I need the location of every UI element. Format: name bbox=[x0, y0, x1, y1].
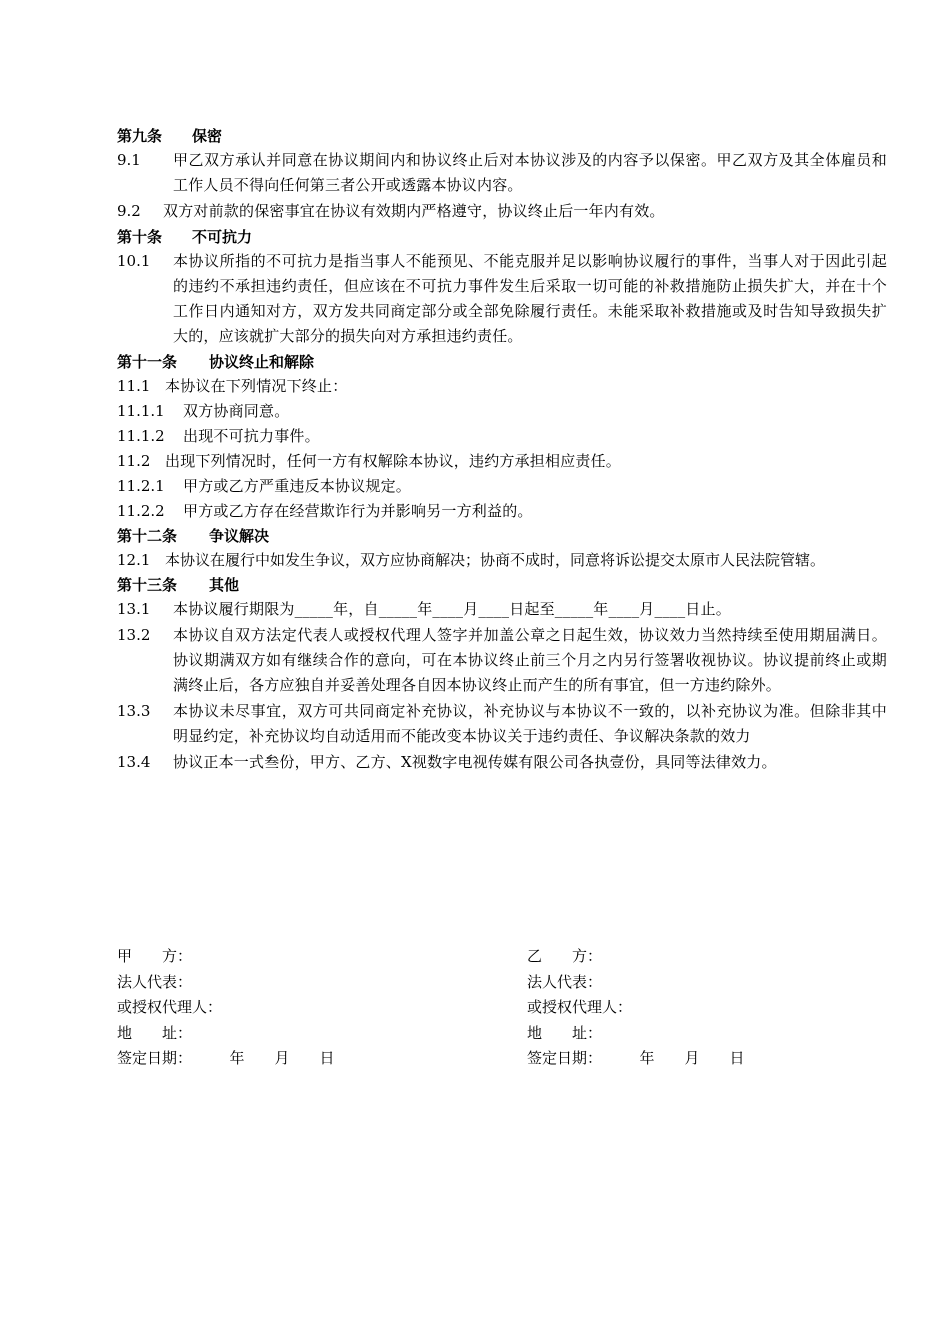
section-heading-9: 第九条 保密 bbox=[117, 127, 223, 145]
clause-number: 13.3 bbox=[117, 702, 151, 720]
party-a-label: 甲 方： bbox=[117, 947, 193, 965]
clause-text: 本协议履行期限为_____年，自_____年____月____日起至_____年____月____日止。 bbox=[173, 600, 731, 618]
contract-body bbox=[117, 124, 887, 775]
clause-number: 13.2 bbox=[117, 626, 151, 644]
signature-block-party-a bbox=[117, 944, 335, 1072]
clause-number: 9.2 bbox=[117, 202, 141, 220]
clause-13-1 bbox=[117, 597, 887, 622]
clause-text: 出现不可抗力事件。 bbox=[183, 427, 320, 445]
party-b-address: 地 址： bbox=[527, 1023, 603, 1042]
clause-text: 出现下列情况时，任何一方有权解除本协议，违约方承担相应责任。 bbox=[165, 452, 622, 470]
clause-number: 11.2.1 bbox=[117, 477, 165, 495]
clause-number: 11.2 bbox=[117, 452, 151, 470]
clause-number: 10.1 bbox=[117, 252, 151, 270]
clause-11-1-1 bbox=[117, 399, 887, 424]
clause-9-1 bbox=[117, 148, 887, 198]
clause-10-1 bbox=[117, 249, 887, 349]
clause-number: 11.1.1 bbox=[117, 402, 165, 420]
section-heading-12: 第十二条 争议解决 bbox=[117, 527, 270, 545]
signature-block-party-b bbox=[527, 944, 745, 1072]
clause-11-1-2 bbox=[117, 424, 887, 449]
section-heading-13: 第十三条 其他 bbox=[117, 576, 240, 594]
clause-13-3 bbox=[117, 699, 887, 749]
clause-9-2 bbox=[117, 199, 887, 224]
clause-13-2 bbox=[117, 623, 887, 698]
clause-text: 本协议所指的不可抗力是指当事人不能预见、不能克服并足以影响协议履行的事件，当事人对于因此引起的违约不承担违约责任，但应该在不可抗力事件发生后采取一切可能的补救措施防止损失扩大，并在十个工作日内通知对方，双方发共同商定部分或全部免除履行责任。未能采取补救措施或及时告知导致损失扩大的，应该就扩大部分的损失向对方承担违约责任。 bbox=[173, 252, 887, 345]
clause-number: 13.4 bbox=[117, 753, 151, 771]
clause-text: 甲乙双方承认并同意在协议期间内和协议终止后对本协议涉及的内容予以保密。甲乙双方及其全体雇员和工作人员不得向任何第三者公开或透露本协议内容。 bbox=[173, 151, 887, 194]
party-b-sign-date: 签定日期： 年 月 日 bbox=[527, 1049, 745, 1067]
party-a-agent: 或授权代理人： bbox=[117, 998, 223, 1016]
clause-number: 11.1.2 bbox=[117, 427, 165, 445]
party-b-representative: 法人代表： bbox=[527, 972, 603, 991]
section-heading-11: 第十一条 协议终止和解除 bbox=[117, 353, 315, 371]
party-b-agent: 或授权代理人： bbox=[527, 998, 633, 1016]
clause-number: 9.1 bbox=[117, 151, 141, 169]
clause-12-1 bbox=[117, 548, 887, 573]
clause-11-2-1 bbox=[117, 474, 887, 499]
section-heading-10: 第十条 不可抗力 bbox=[117, 228, 253, 246]
clause-number: 13.1 bbox=[117, 600, 151, 618]
party-a-sign-date: 签定日期： 年 月 日 bbox=[117, 1049, 335, 1067]
clause-number: 12.1 bbox=[117, 551, 151, 569]
clause-text: 本协议自双方法定代表人或授权代理人签字并加盖公章之日起生效，协议效力当然持续至使用期届满日。协议期满双方如有继续合作的意向，可在本协议终止前三个月之内另行签署收视协议。协议提前终止或期满终止后，各方应独自并妥善处理各自因本协议终止而产生的所有事宜，但一方违约除外。 bbox=[173, 626, 887, 694]
clause-text: 双方对前款的保密事宜在协议有效期内严格遵守，协议终止后一年内有效。 bbox=[163, 202, 665, 220]
clause-text: 双方协商同意。 bbox=[183, 402, 290, 420]
clause-number: 11.2.2 bbox=[117, 502, 165, 520]
clause-text: 甲方或乙方存在经营欺诈行为并影响另一方利益的。 bbox=[183, 502, 533, 520]
clause-text: 本协议在履行中如发生争议，双方应协商解决；协商不成时，同意将诉讼提交太原市人民法院管辖。 bbox=[165, 551, 826, 569]
clause-text: 甲方或乙方严重违反本协议规定。 bbox=[183, 477, 412, 495]
clause-11-2 bbox=[117, 449, 887, 474]
clause-11-2-2 bbox=[117, 499, 887, 524]
clause-13-4 bbox=[117, 750, 887, 775]
party-b-label: 乙 方： bbox=[527, 947, 603, 965]
clause-number: 11.1 bbox=[117, 377, 151, 395]
clause-text: 本协议在下列情况下终止： bbox=[165, 377, 348, 395]
clause-11-1 bbox=[117, 374, 887, 399]
clause-text: 协议正本一式叁份，甲方、乙方、X视数字电视传媒有限公司各执壹份，具同等法律效力。 bbox=[173, 753, 777, 771]
party-a-address: 地 址： bbox=[117, 1023, 193, 1042]
party-a-representative: 法人代表： bbox=[117, 972, 193, 991]
clause-text: 本协议未尽事宜，双方可共同商定补充协议，补充协议与本协议不一致的，以补充协议为准。但除非其中明显约定，补充协议均自动适用而不能改变本协议关于违约责任、争议解决条款的效力 bbox=[173, 702, 887, 745]
